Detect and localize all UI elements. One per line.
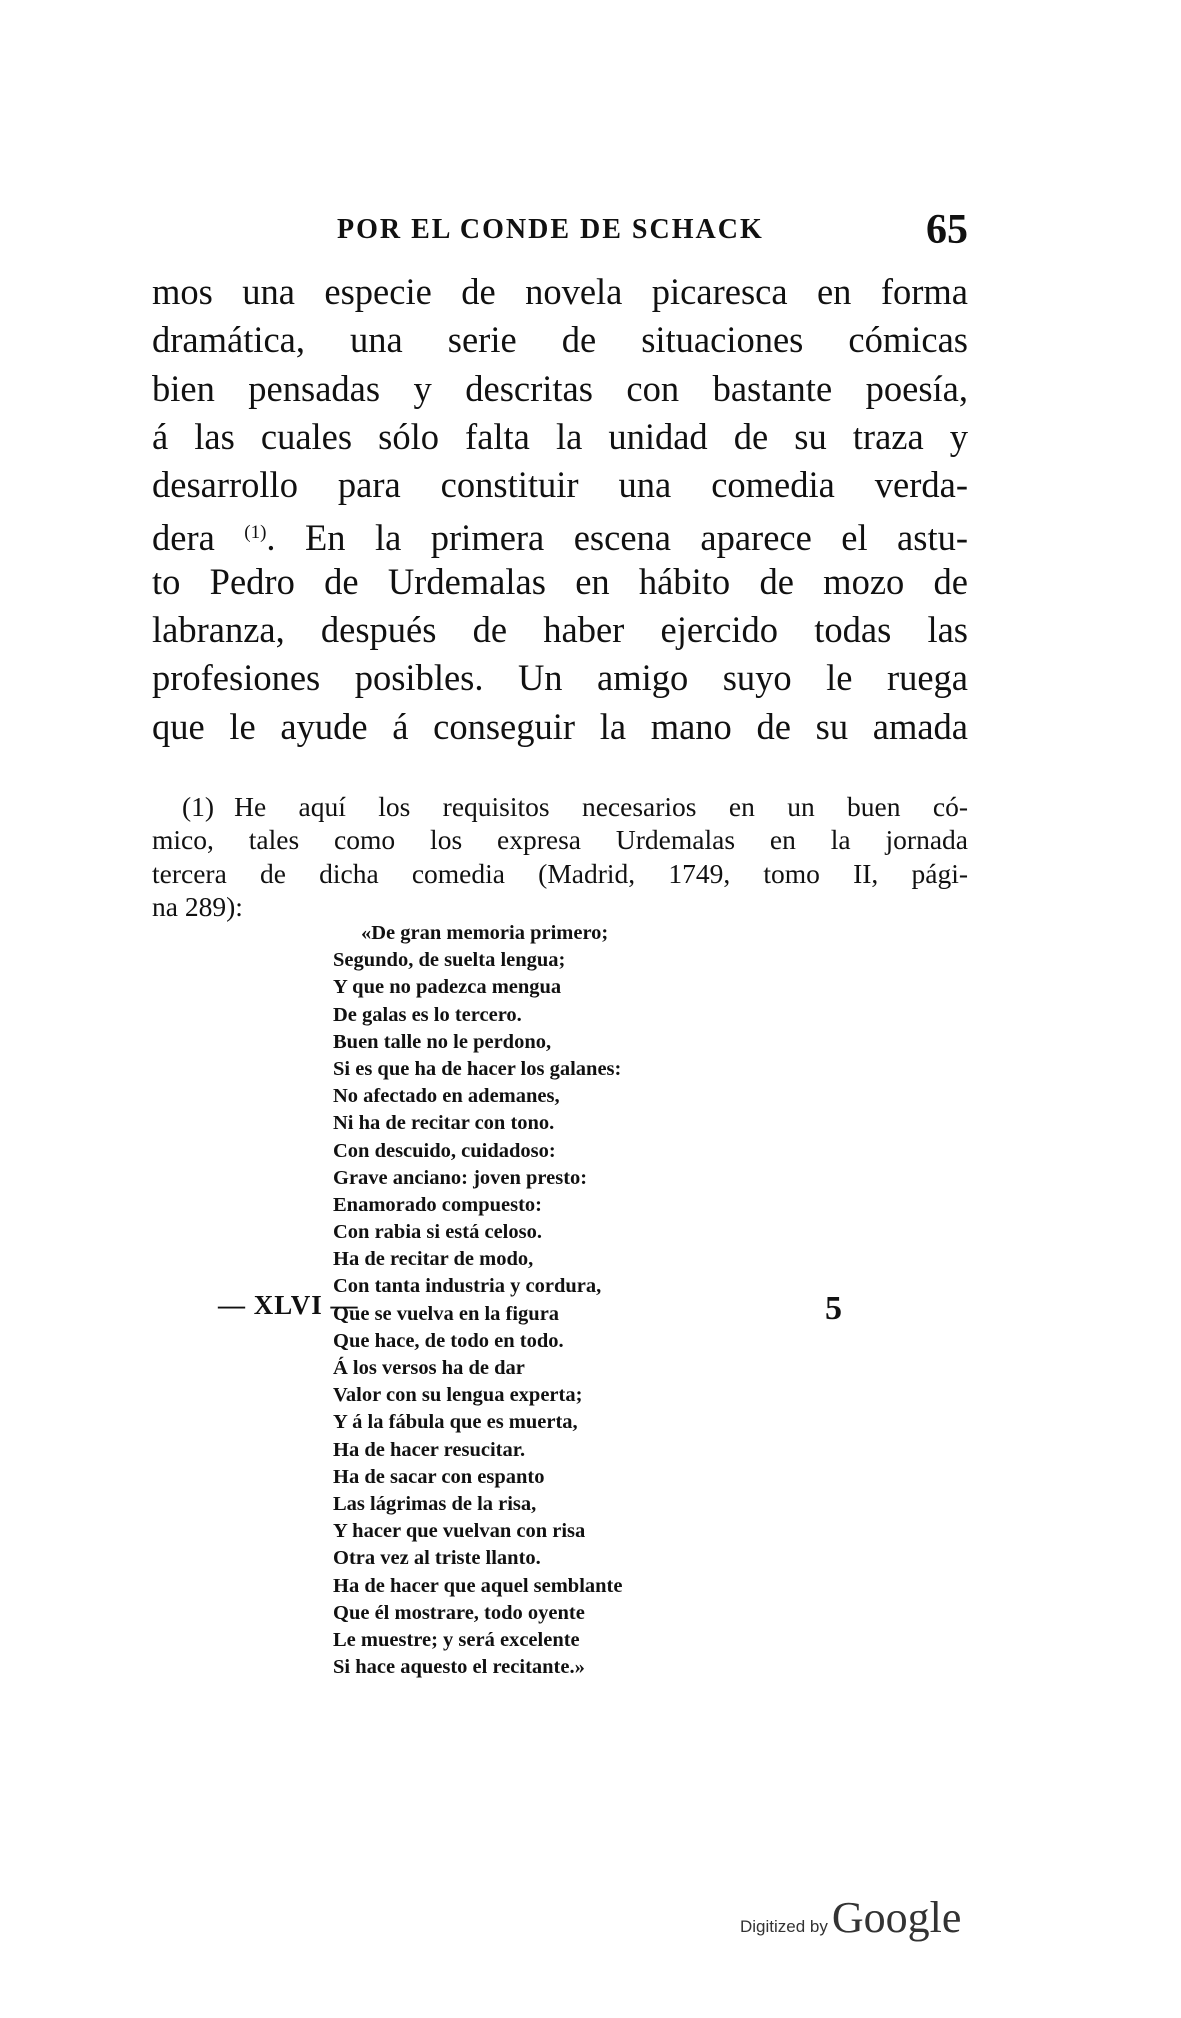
footnote-text: He aquí los requisitos necesarios en un buen có- <box>234 791 968 822</box>
body-line: que le ayude á conseguir la mano de su amada <box>152 705 968 747</box>
verse-line: Y que no padezca mengua <box>333 976 562 999</box>
verse-line: Valor con su lengua experta; <box>333 1384 583 1407</box>
verse-line: Buen talle no le perdono, <box>333 1030 552 1053</box>
verse-line: Segundo, de suelta lengua; <box>333 949 566 972</box>
verse-line: Enamorado compuesto: <box>333 1193 542 1216</box>
body-line: desarrollo para constituir una comedia verda- <box>152 464 968 506</box>
footnote-line: na 289): <box>152 890 243 922</box>
signature-number: 5 <box>825 1290 842 1327</box>
verse-line: «De gran memoria primero; <box>361 922 609 944</box>
body-line: bien pensadas y descritas con bastante poesía, <box>152 367 968 409</box>
footnote-marker: (1) <box>182 791 215 822</box>
verse-line: Ha de sacar con espanto <box>333 1465 545 1488</box>
page-number: 65 <box>926 207 968 253</box>
body-line-end: . En la primera escena aparece el astu- <box>266 517 968 559</box>
verse-line: Ni ha de recitar con tono. <box>333 1112 555 1135</box>
running-header <box>152 207 968 260</box>
digitization-watermark <box>740 1892 961 1943</box>
verse-line: Á los versos ha de dar <box>333 1357 525 1379</box>
verse-line: Ha de hacer que aquel semblante <box>333 1574 623 1597</box>
volume-signature: — XLVI — <box>218 1290 359 1320</box>
verse-line: Que él mostrare, todo oyente <box>333 1601 585 1624</box>
verse-line: Si es que ha de hacer los galanes: <box>333 1057 622 1080</box>
body-line: á las cuales sólo falta la unidad de su traza y <box>152 415 968 457</box>
body-line: to Pedro de Urdemalas en hábito de mozo de <box>152 560 968 602</box>
body-line: labranza, después de haber ejercido todas las <box>152 609 968 651</box>
verse-line: Le muestre; y será excelente <box>333 1628 580 1651</box>
watermark-prefix: Digitized by <box>740 1917 828 1936</box>
verse-line: De galas es lo tercero. <box>333 1003 522 1026</box>
body-line: dramática, una serie de situaciones cómicas <box>152 319 968 361</box>
watermark-brand-logo: Google <box>831 1893 962 1942</box>
verse-line: Con descuido, cuidadoso: <box>333 1139 556 1162</box>
verse-line: Si hace aquesto el recitante.» <box>333 1656 585 1679</box>
body-text <box>152 268 968 751</box>
body-line-start: dera <box>152 517 215 559</box>
verse-line: Ha de hacer resucitar. <box>333 1438 526 1461</box>
body-line: profesiones posibles. Un amigo suyo le ruega <box>152 657 968 699</box>
verse-line: Con tanta industria y cordura, <box>333 1275 602 1298</box>
footnote-reference: (1) <box>244 522 267 544</box>
footnote-line: mico, tales como los expresa Urdemalas en la jornada <box>152 824 968 856</box>
verse-line: Grave anciano: joven presto: <box>333 1166 588 1189</box>
body-line-with-footnote-ref <box>152 509 968 557</box>
footnote-line <box>152 790 968 823</box>
verse-line: No afectado en ademanes, <box>333 1085 560 1108</box>
footnote-line: tercera de dicha comedia (Madrid, 1749, tomo II, pági- <box>152 857 968 889</box>
verse-line: Con rabia si está celoso. <box>333 1221 542 1244</box>
verse-line: Otra vez al triste llanto. <box>333 1547 541 1570</box>
footnote <box>152 790 968 923</box>
running-title: POR EL CONDE DE SCHACK <box>337 214 764 245</box>
verse-line: Las lágrimas de la risa, <box>333 1492 537 1515</box>
verse-line: Y á la fábula que es muerta, <box>333 1411 578 1434</box>
verse-line: Y hacer que vuelvan con risa <box>333 1520 586 1543</box>
body-line: mos una especie de novela picaresca en forma <box>152 271 968 312</box>
verse-quote <box>333 920 753 1681</box>
verse-line: Que hace, de todo en todo. <box>333 1329 564 1352</box>
verse-line: Ha de recitar de modo, <box>333 1248 534 1271</box>
verse-line: Que se vuelva en la figura <box>333 1302 560 1325</box>
